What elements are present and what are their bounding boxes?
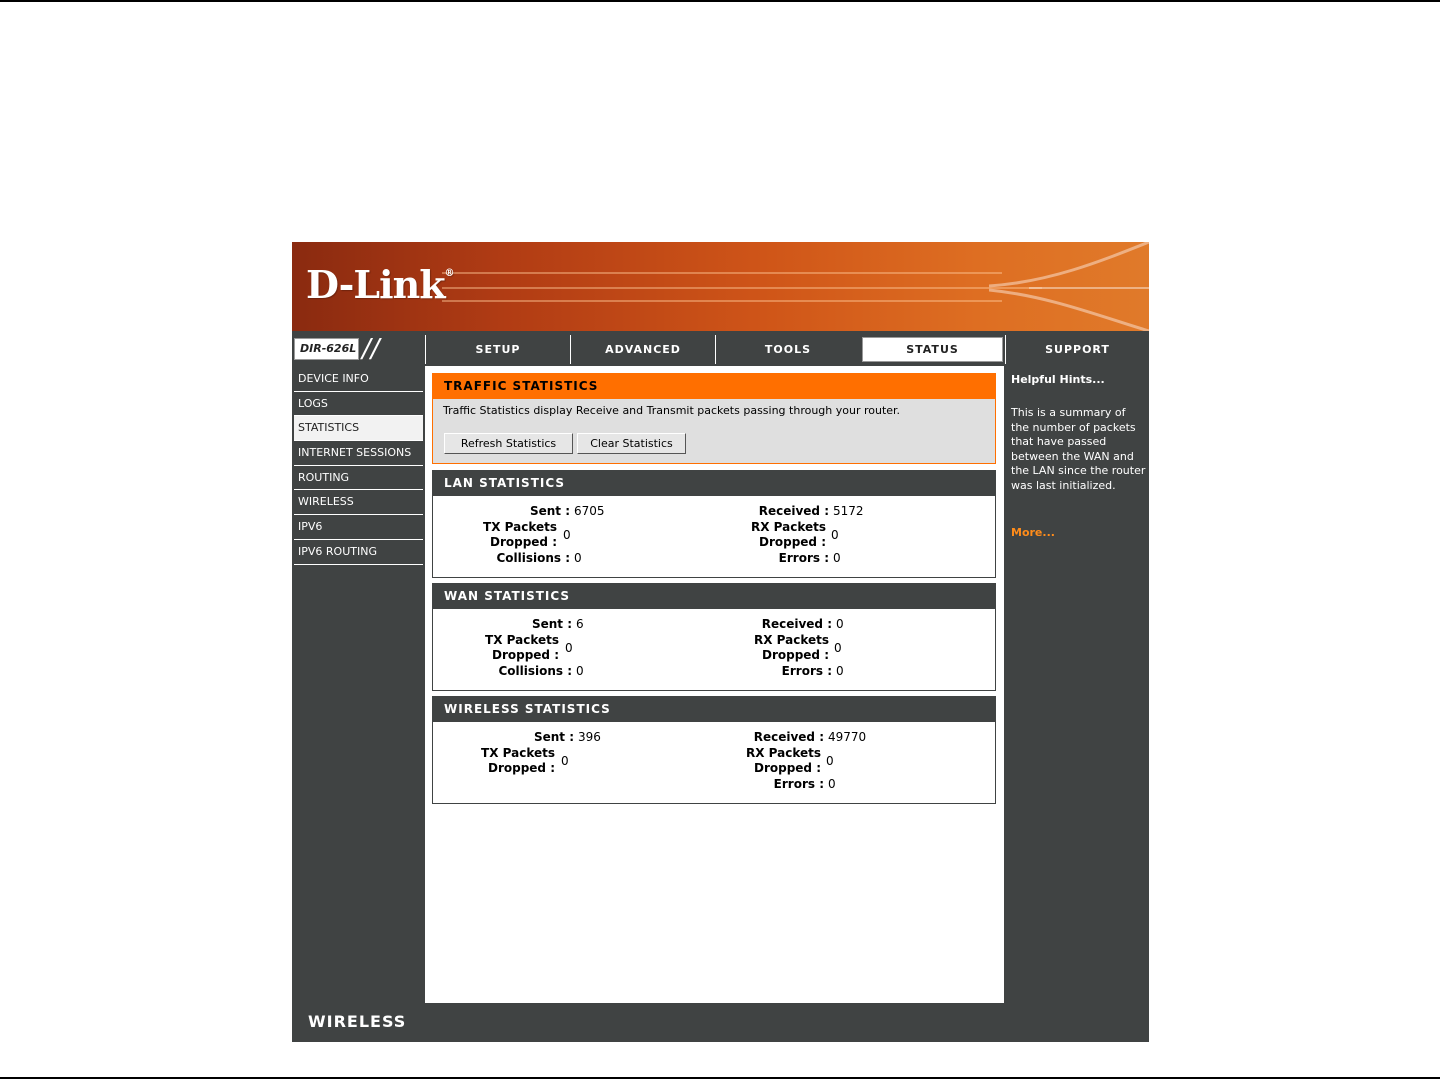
section-title: WAN STATISTICS: [433, 584, 995, 609]
stat-label: Dropped :: [489, 535, 557, 549]
stat-label: TX Packets: [483, 520, 557, 534]
stat-label: Sent :: [533, 730, 574, 744]
stat-value: 0: [576, 664, 584, 678]
sidebar-item-logs[interactable]: LOGS: [294, 392, 423, 417]
bottom-rule: [0, 1077, 1440, 1079]
stat-label: Dropped :: [491, 648, 559, 662]
slash-decoration: //: [362, 334, 380, 364]
stat-label: Dropped :: [487, 761, 555, 775]
stat-value: 0: [833, 551, 841, 565]
stat-value: 0: [561, 754, 569, 768]
stat-value: 0: [836, 617, 844, 631]
stat-label: Errors :: [781, 664, 832, 678]
wireless-statistics-panel: [432, 696, 996, 804]
stat-label: RX Packets: [753, 633, 829, 647]
refresh-statistics-button[interactable]: Refresh Statistics: [444, 433, 573, 454]
dlink-logo: D-Link®: [306, 262, 454, 307]
stat-value: 49770: [828, 730, 867, 744]
section-title: WIRELESS STATISTICS: [433, 697, 995, 722]
stat-value: 0: [563, 528, 571, 542]
main-content: [425, 366, 1004, 1003]
tab-support[interactable]: SUPPORT: [1005, 335, 1149, 364]
clear-statistics-button[interactable]: Clear Statistics: [577, 433, 686, 454]
banner-streak: [442, 287, 1042, 289]
model-badge: [292, 335, 425, 364]
stat-value: 396: [578, 730, 601, 744]
hints-text: This is a summary of the number of packets that have passed between the WAN and the LAN since the router was last initialized.: [1011, 406, 1146, 492]
stat-label: Received :: [761, 617, 832, 631]
header-banner: [292, 242, 1149, 331]
sidebar-item-wireless[interactable]: WIRELESS: [294, 490, 423, 515]
stat-label: Sent :: [529, 504, 570, 518]
stat-value: 6: [576, 617, 584, 631]
stat-value: 0: [834, 641, 842, 655]
stat-value: 0: [826, 754, 834, 768]
stat-label: RX Packets: [745, 746, 821, 760]
sidebar-item-ipv6-routing[interactable]: IPV6 ROUTING: [294, 540, 423, 565]
stat-label: TX Packets: [481, 746, 555, 760]
traffic-description: Traffic Statistics display Receive and Transmit packets passing through your router.: [443, 404, 901, 417]
tab-tools[interactable]: TOOLS: [715, 335, 860, 364]
tab-advanced[interactable]: ADVANCED: [570, 335, 715, 364]
stat-label: TX Packets: [485, 633, 559, 647]
stat-value: 0: [828, 777, 836, 791]
section-title: LAN STATISTICS: [433, 471, 995, 496]
stat-label: Dropped :: [761, 648, 829, 662]
banner-streak: [442, 272, 1002, 274]
stat-value: 0: [565, 641, 573, 655]
stat-label: Received :: [758, 504, 829, 518]
router-admin-panel: [292, 242, 1149, 1042]
stat-label: RX Packets: [750, 520, 826, 534]
sidebar-item-routing[interactable]: ROUTING: [294, 466, 423, 491]
stat-label: Sent :: [531, 617, 572, 631]
sidebar-menu: [294, 367, 423, 565]
stat-label: Dropped :: [753, 761, 821, 775]
lan-statistics-panel: [432, 470, 996, 578]
stat-label: Collisions :: [498, 664, 572, 678]
stat-grid: [433, 609, 995, 689]
sidebar-item-ipv6[interactable]: IPV6: [294, 515, 423, 540]
sidebar-item-internet-sessions[interactable]: INTERNET SESSIONS: [294, 441, 423, 466]
model-label: DIR-626L: [294, 338, 359, 360]
stat-value: 5172: [833, 504, 864, 518]
sidebar-item-device-info[interactable]: DEVICE INFO: [294, 367, 423, 392]
stat-grid: [433, 722, 995, 802]
stat-label: Received :: [753, 730, 824, 744]
tab-status[interactable]: STATUS: [860, 335, 1005, 364]
tab-setup[interactable]: SETUP: [425, 335, 570, 364]
traffic-statistics-panel: [432, 373, 996, 464]
stat-label: Dropped :: [758, 535, 826, 549]
hints-title: Helpful Hints...: [1011, 373, 1105, 386]
top-nav-tabs: [425, 335, 1149, 364]
banner-streak: [442, 300, 1002, 302]
stat-label: Errors :: [773, 777, 824, 791]
top-rule: [0, 0, 1440, 2]
stat-value: 0: [836, 664, 844, 678]
wireless-wordmark: WIRELESS: [308, 1012, 407, 1031]
wan-statistics-panel: [432, 583, 996, 691]
banner-sweep-graphic: [989, 242, 1149, 331]
stat-value: 6705: [574, 504, 605, 518]
section-title: TRAFFIC STATISTICS: [433, 374, 995, 399]
stat-value: 0: [831, 528, 839, 542]
stat-grid: [433, 496, 995, 576]
more-link[interactable]: More...: [1011, 526, 1055, 539]
stat-label: Collisions :: [496, 551, 570, 565]
stat-value: 0: [574, 551, 582, 565]
sidebar-item-statistics[interactable]: STATISTICS: [294, 416, 423, 441]
stat-label: Errors :: [778, 551, 829, 565]
